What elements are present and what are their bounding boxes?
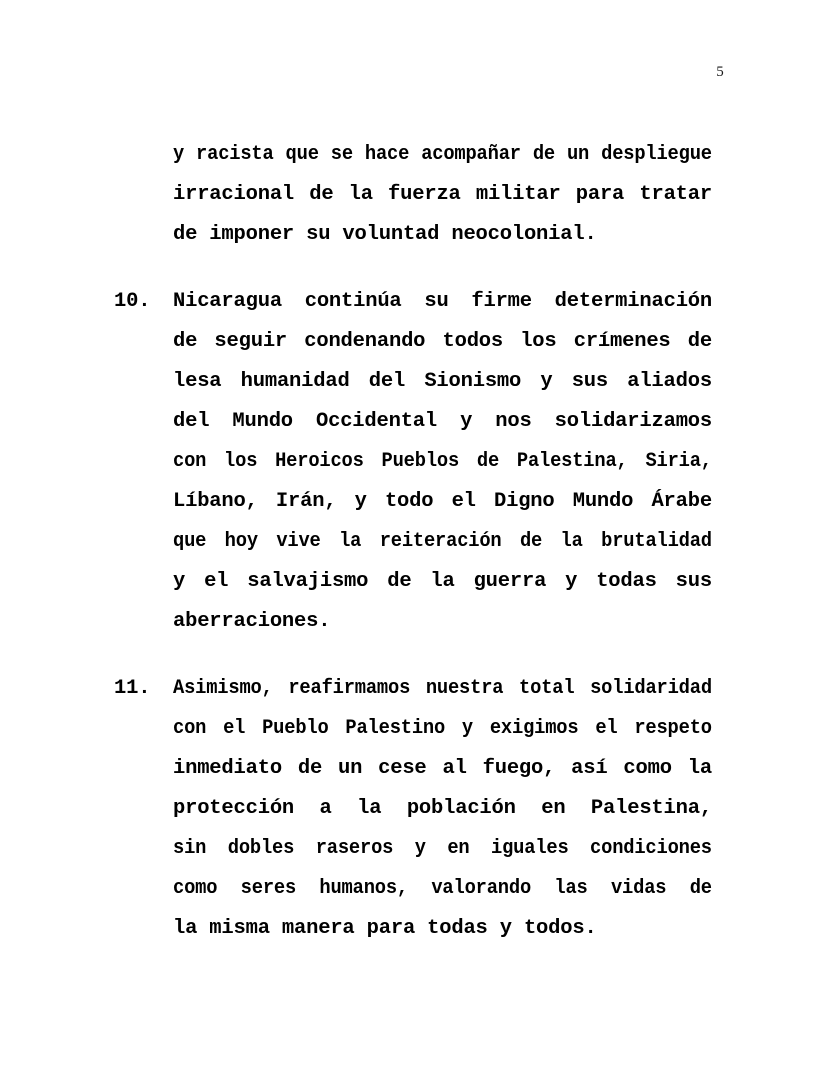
text-line [173, 175, 712, 215]
word: y [173, 143, 185, 166]
word: reiteración [379, 530, 502, 553]
text-line: de imponer su voluntad neocolonial. [173, 223, 597, 246]
word: y [173, 570, 186, 593]
word: total [519, 677, 575, 700]
word: seguir [214, 330, 288, 353]
word: de [309, 183, 334, 206]
word: Digno [494, 490, 555, 513]
paragraph [0, 282, 825, 642]
word: la [348, 183, 373, 206]
word: militar [475, 183, 561, 206]
word: Palestina, [516, 450, 628, 473]
word: a [319, 797, 332, 820]
word: de [519, 530, 543, 553]
text-line [173, 442, 712, 482]
word: que [285, 143, 319, 166]
paragraph-number: 10. [114, 290, 151, 313]
word: Occidental [315, 410, 438, 433]
word: Mundo [572, 490, 634, 513]
word: sin [173, 837, 207, 860]
word: reafirmamos [288, 677, 411, 700]
word: inmediato [173, 757, 282, 780]
word: lesa [173, 370, 222, 393]
word: continúa [304, 290, 402, 313]
word: valorando [431, 877, 532, 900]
word: y [460, 410, 473, 433]
word: así [571, 757, 608, 780]
word: sus [675, 570, 712, 593]
word: humanos, [319, 877, 408, 900]
word: el [223, 717, 246, 740]
text-line [173, 869, 712, 909]
word: Árabe [651, 490, 712, 513]
word: en [541, 797, 566, 820]
word: en [447, 837, 470, 860]
word: crímenes [573, 330, 671, 353]
word: se [330, 143, 353, 166]
word: de [476, 450, 500, 473]
word: todas [596, 570, 657, 593]
word: despliegue [601, 143, 712, 166]
text-line [173, 135, 712, 175]
word: con [173, 717, 207, 740]
text-line [173, 322, 712, 362]
word: nos [495, 410, 532, 433]
word: y [540, 370, 553, 393]
word: la [687, 757, 712, 780]
word: de [532, 143, 555, 166]
word: y [414, 837, 426, 860]
word: la [357, 797, 382, 820]
word: un [566, 143, 590, 166]
word: la [430, 570, 455, 593]
word: solidarizamos [554, 410, 712, 433]
word: protección [173, 797, 295, 820]
word: de [173, 330, 198, 353]
word: del [173, 410, 210, 433]
word: Nicaragua [173, 290, 282, 313]
word: Pueblos [381, 450, 460, 473]
text-line: la misma manera para todas y todos. [173, 917, 597, 940]
word: cese [378, 757, 427, 780]
text-line [173, 562, 712, 602]
word: fuego, [482, 757, 556, 780]
word: Heroicos [275, 450, 364, 473]
word: el [451, 490, 476, 513]
word: sus [571, 370, 608, 393]
word: que [173, 530, 207, 553]
word: los [520, 330, 557, 353]
word: su [424, 290, 449, 313]
word: condenando [304, 330, 426, 353]
paragraph [0, 135, 825, 255]
word: seres [240, 877, 297, 900]
word: de [687, 330, 712, 353]
word: y [565, 570, 578, 593]
word: el [204, 570, 229, 593]
word: la [560, 530, 583, 553]
word: un [337, 757, 363, 780]
text-line [173, 709, 712, 749]
text-line [173, 829, 712, 869]
word: Palestina, [590, 797, 712, 820]
word: como [623, 757, 672, 780]
word: firme [471, 290, 532, 313]
word: y [354, 490, 367, 513]
word: solidaridad [590, 677, 712, 700]
word: como [173, 877, 218, 900]
paragraph [0, 669, 825, 949]
text-line [173, 669, 712, 709]
word: el [595, 717, 618, 740]
word: de [689, 877, 712, 900]
text-line [173, 482, 712, 522]
word: todo [384, 490, 434, 513]
paragraph-number: 11. [114, 677, 151, 700]
text-line [173, 749, 712, 789]
word: determinación [554, 290, 712, 313]
word: de [297, 757, 323, 780]
word: de [387, 570, 412, 593]
word: raseros [315, 837, 394, 860]
word: Palestino [345, 717, 446, 740]
word: Mundo [232, 410, 293, 433]
word: acompañar [421, 143, 521, 166]
word: todos [442, 330, 503, 353]
word: Pueblo [262, 717, 329, 740]
word: iguales [491, 837, 569, 860]
word: con [173, 450, 207, 473]
word: Líbano, [173, 490, 258, 513]
text-line [173, 789, 712, 829]
word: las [554, 877, 588, 900]
word: respeto [634, 717, 712, 740]
word: al [442, 757, 467, 780]
word: vive [276, 530, 321, 553]
word: Sionismo [424, 370, 522, 393]
word: humanidad [240, 370, 350, 393]
word: dobles [227, 837, 295, 860]
word: los [224, 450, 258, 473]
word: racista [196, 143, 274, 166]
word: condiciones [590, 837, 712, 860]
word: irracional [173, 183, 295, 206]
word: brutalidad [601, 530, 712, 553]
word: guerra [473, 570, 547, 593]
word: nuestra [425, 677, 504, 700]
text-line [173, 362, 712, 402]
word: tratar [639, 183, 712, 206]
word: exigimos [489, 717, 579, 740]
word: fuerza [388, 183, 461, 206]
word: la [339, 530, 362, 553]
document-body [0, 135, 825, 949]
word: hoy [224, 530, 258, 553]
word: del [368, 370, 406, 393]
word: Asimismo, [173, 677, 273, 700]
page-number: 5 [716, 64, 724, 80]
word: población [406, 797, 516, 820]
word: vidas [610, 877, 667, 900]
word: para [575, 183, 625, 206]
word: Siria, [645, 450, 712, 473]
text-line [173, 282, 712, 322]
word: aliados [627, 370, 712, 393]
word: y [461, 717, 474, 740]
word: salvajismo [247, 570, 369, 593]
word: hace [364, 143, 410, 166]
text-line [173, 522, 712, 562]
text-line: aberraciones. [173, 610, 331, 633]
text-line [173, 402, 712, 442]
word: Irán, [275, 490, 337, 513]
